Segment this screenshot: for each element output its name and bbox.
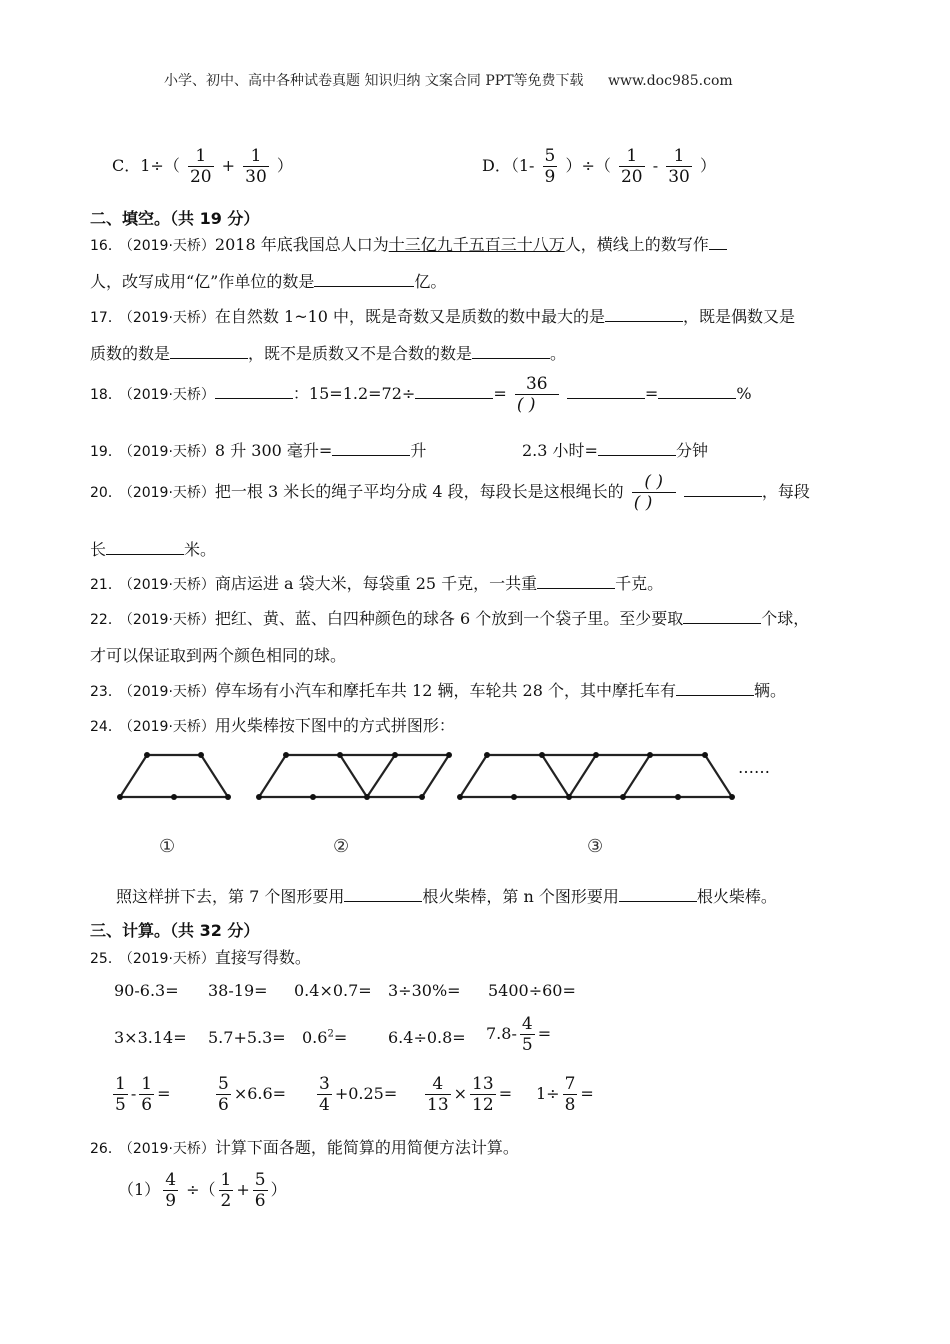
equals: = <box>580 1084 594 1103</box>
question-text: 长 <box>90 540 107 559</box>
section-3-title: 三、计算。（共 32 分） <box>90 921 260 940</box>
option-d-suffix: ） <box>699 156 716 175</box>
calc-item: 0.4×0.7= <box>294 981 372 1000</box>
denominator: 12 <box>472 1095 494 1115</box>
question-text: ，既不是质数又不是合数的数是 <box>248 344 473 363</box>
question-source: （2019·天桥） <box>125 444 215 460</box>
numerator: 36 <box>525 374 548 394</box>
question-number: 21． <box>90 577 122 593</box>
question-text: 人，横线上的数写作 <box>564 235 709 254</box>
numerator: 13 <box>472 1074 494 1094</box>
denominator: 6 <box>141 1095 153 1115</box>
question-source: （2019·天桥） <box>125 310 215 326</box>
question-text: 分钟 <box>675 441 708 460</box>
question-number: 18． <box>90 387 122 403</box>
question-text: 把红、黄、蓝、白四种颜色的球各 6 个放到一个袋子里。至少要取 <box>214 609 684 628</box>
question-number: 20． <box>90 485 122 501</box>
calc-item <box>422 1074 512 1115</box>
denominator: 13 <box>427 1095 449 1115</box>
answer-blank[interactable] <box>619 887 697 902</box>
question-number: 16． <box>90 238 122 254</box>
question-text: 千克。 <box>615 574 664 593</box>
question-text: 。 <box>550 344 567 363</box>
question-text: 直接写得数。 <box>214 948 311 967</box>
numerator: 5 <box>544 146 556 166</box>
question-source: （2019·天桥） <box>125 684 215 700</box>
matchstick <box>120 755 147 797</box>
question-text: ，每段 <box>761 482 810 501</box>
question-text: ：15=1.2=72÷ <box>292 384 416 403</box>
question-source: （2019·天桥） <box>125 951 215 967</box>
option-c-prefix: 1÷（ <box>140 156 180 175</box>
numerator: 1 <box>626 146 638 166</box>
calc-item <box>110 1074 170 1115</box>
matchstick <box>259 755 286 797</box>
calc-item: 5.7+5.3= <box>208 1028 286 1047</box>
equals: = <box>333 1028 348 1047</box>
numerator: 1 <box>195 146 207 166</box>
exponent: 2 <box>327 1028 334 1040</box>
part-label: （1） <box>118 1180 161 1199</box>
calc-item: 5400÷60= <box>488 981 576 1000</box>
matchstick <box>367 755 395 797</box>
calc-item <box>302 1028 347 1047</box>
question-number: 17． <box>90 310 122 326</box>
denominator: 20 <box>620 167 643 187</box>
equals: = <box>537 1024 552 1043</box>
question-source: （2019·天桥） <box>125 577 215 593</box>
fraction <box>253 1170 268 1211</box>
fraction <box>113 1074 128 1115</box>
question-source: （2019·天桥） <box>125 238 215 254</box>
fraction <box>470 1074 496 1115</box>
calc-item: 90-6.3= <box>114 981 179 1000</box>
fraction <box>163 1170 178 1211</box>
operator: ÷（ <box>186 1180 216 1199</box>
calc-item <box>213 1074 286 1115</box>
question-text: 质数的数是 <box>90 344 171 363</box>
operator: - <box>652 156 659 175</box>
calc-item: 6.4÷0.8= <box>388 1028 466 1047</box>
question-text: 用火柴棒按下图中的方式拼图形： <box>214 716 455 735</box>
equals: = <box>157 1084 171 1103</box>
question-text: 根火柴棒，第 n 个图形要用 <box>422 887 619 906</box>
question-number: 23． <box>90 684 122 700</box>
question-text: 商店运进 a 袋大米，每袋重 25 千克，一共重 <box>214 574 538 593</box>
numerator: 4 <box>165 1170 177 1190</box>
question-text: 计算下面各题，能简算的用简便方法计算。 <box>214 1138 519 1157</box>
question-text: 米。 <box>184 540 217 559</box>
question-text: 在自然数 1~10 中，既是奇数又是质数的数中最大的是 <box>214 307 606 326</box>
calc-suffix: +0.25= <box>334 1084 398 1103</box>
denominator: 2 <box>220 1191 232 1211</box>
question-number: 24． <box>90 719 122 735</box>
question-text: 辆。 <box>754 681 787 700</box>
numerator: 4 <box>432 1074 444 1094</box>
numerator: 5 <box>218 1074 229 1094</box>
matchstick <box>542 755 569 797</box>
option-c-label: C． <box>112 156 141 175</box>
denominator: 9 <box>165 1191 177 1211</box>
figure-label-1: ① <box>159 836 176 857</box>
figure-label-2: ② <box>333 836 350 857</box>
question-number: 22． <box>90 612 122 628</box>
numerator: 5 <box>254 1170 266 1190</box>
numerator: 1 <box>673 146 685 166</box>
operator: ） <box>270 1180 287 1199</box>
question-24-prompt <box>116 884 777 907</box>
header-url: www.doc985.com <box>607 73 733 89</box>
matchstick <box>422 755 449 797</box>
question-26-part-1 <box>118 1170 287 1211</box>
question-text: = <box>644 384 659 403</box>
question-text: 个球， <box>761 609 810 628</box>
numerator: ( ) <box>644 472 664 492</box>
denominator: 4 <box>319 1095 330 1115</box>
question-number: 25． <box>90 951 122 967</box>
question-text: 2018 年底我国总人口为 <box>214 235 389 254</box>
question-text: = <box>493 384 507 403</box>
calc-item: 38-19= <box>208 981 268 1000</box>
fraction <box>563 1074 578 1115</box>
calc-item: 3×3.14= <box>114 1028 187 1047</box>
numerator: 1 <box>250 146 262 166</box>
calc-item <box>314 1074 397 1115</box>
calc-item <box>536 1074 594 1115</box>
numerator: 1 <box>141 1074 153 1094</box>
question-25 <box>90 945 311 968</box>
fraction <box>425 1074 451 1115</box>
fraction <box>139 1074 154 1115</box>
question-text: 8 升 300 毫升= <box>214 441 333 460</box>
figure-2 <box>259 755 449 797</box>
option-d-prefix: （1- <box>510 156 535 175</box>
denominator[interactable]: ( ) <box>515 394 559 415</box>
option-c-suffix: ） <box>276 156 293 175</box>
question-26 <box>90 1135 519 1158</box>
question-source: （2019·天桥） <box>125 719 215 735</box>
base: 0.6 <box>302 1028 328 1047</box>
denominator: 20 <box>189 167 212 187</box>
fraction <box>520 1014 535 1055</box>
operator: - <box>130 1084 137 1103</box>
question-text: ，既是偶数又是 <box>683 307 796 326</box>
question-source: （2019·天桥） <box>125 612 215 628</box>
matchstick <box>623 755 650 797</box>
denominator: 6 <box>254 1191 266 1211</box>
calc-prefix: 1÷ <box>536 1084 560 1103</box>
calc-suffix: ×6.6= <box>233 1084 287 1103</box>
question-number: 26． <box>90 1141 122 1157</box>
question-text: 把一根 3 米长的绳子平均分成 4 段，每段长是这根绳长的 <box>214 482 624 501</box>
denominator: 9 <box>544 167 556 187</box>
question-text: 2.3 小时= <box>522 441 598 460</box>
numerator: 7 <box>564 1074 576 1094</box>
figure-continuation-dots: …… <box>738 758 770 777</box>
operator: + <box>221 156 236 175</box>
question-text: % <box>736 384 752 403</box>
figure-3 <box>460 755 732 797</box>
question-text: 升 <box>410 441 427 460</box>
question-source: （2019·天桥） <box>125 1141 215 1157</box>
fraction <box>216 1074 231 1115</box>
operator: × <box>453 1084 468 1103</box>
question-text: 才可以保证取到两个颜色相同的球。 <box>90 646 347 665</box>
denominator: 5 <box>115 1095 126 1115</box>
numerator: 1 <box>220 1170 232 1190</box>
numerator: 4 <box>521 1014 533 1034</box>
denominator: 30 <box>668 167 690 187</box>
denominator: 30 <box>245 167 267 187</box>
option-d-label: D． <box>482 156 511 175</box>
matchstick <box>201 755 228 797</box>
operator: + <box>236 1180 250 1199</box>
numerator: 1 <box>115 1074 126 1094</box>
question-source: （2019·天桥） <box>125 485 215 501</box>
fraction <box>219 1170 234 1211</box>
underlined-text: 十三亿九千五百三十八万 <box>388 235 565 254</box>
equals: = <box>498 1084 513 1103</box>
matchstick <box>340 755 367 797</box>
figure-1 <box>120 755 228 797</box>
denominator: 6 <box>218 1095 229 1115</box>
question-text: 照这样拼下去，第 7 个图形要用 <box>116 887 345 906</box>
section-2-title: 二、填空。（共 19 分） <box>90 209 260 228</box>
matchstick <box>460 755 487 797</box>
question-number: 19． <box>90 444 122 460</box>
matchstick <box>569 755 596 797</box>
question-text: 停车场有小汽车和摩托车共 12 辆，车轮共 28 个，其中摩托车有 <box>214 681 676 700</box>
figure-label-3: ③ <box>587 836 604 857</box>
denominator: 8 <box>564 1095 576 1115</box>
calc-item <box>486 1014 551 1055</box>
calc-prefix: 7.8- <box>486 1024 517 1043</box>
header-text: 小学、初中、高中各种试卷真题 知识归纳 文案合同 PPT等免费下载 <box>164 73 584 89</box>
denominator: 5 <box>521 1035 533 1055</box>
fraction <box>317 1074 332 1115</box>
matchstick <box>705 755 732 797</box>
numerator: 3 <box>319 1074 330 1094</box>
option-d-mid: ）÷（ <box>565 156 611 175</box>
question-text: 人，改写成用“亿”作单位的数是 <box>90 272 315 291</box>
answer-blank[interactable] <box>344 887 422 902</box>
question-source: （2019·天桥） <box>125 387 215 403</box>
question-text: 亿。 <box>414 272 447 291</box>
denominator: ( ) <box>632 492 676 513</box>
question-text: 根火柴棒。 <box>696 887 777 906</box>
calc-item: 3÷30%= <box>388 981 461 1000</box>
